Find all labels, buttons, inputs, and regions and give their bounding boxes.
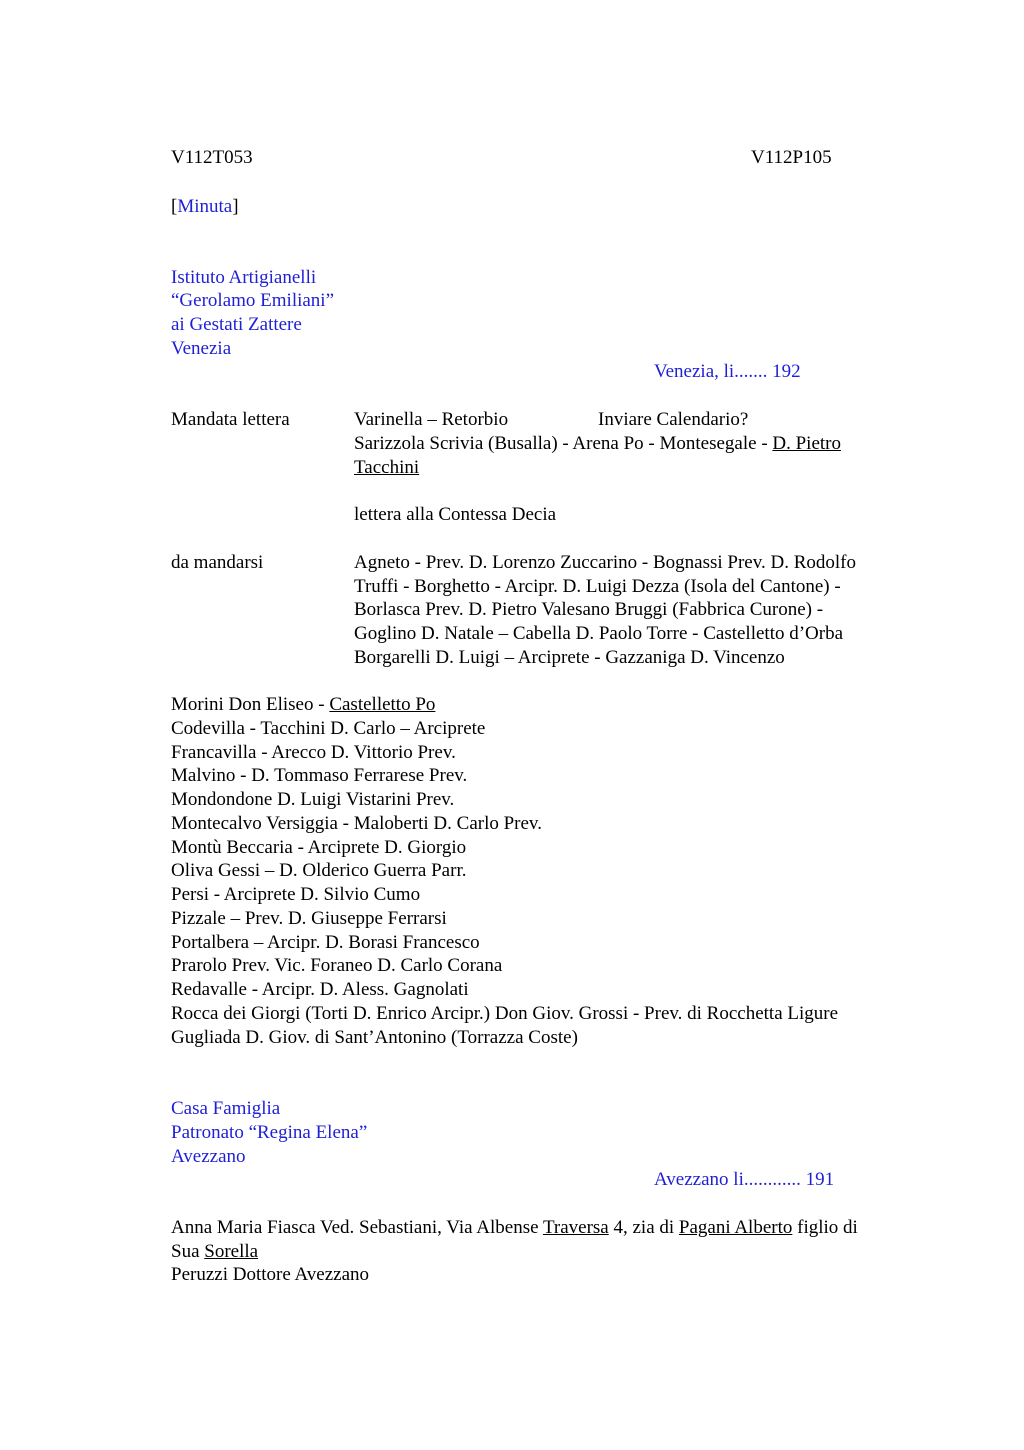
footer-text: figlio di <box>792 1217 858 1238</box>
code-right: V112P105 <box>751 147 832 168</box>
letterhead1-line: “Gerolamo Emiliani” <box>171 290 335 311</box>
footer-text: Sua <box>171 1241 205 1262</box>
footer-underlined: Pagani Alberto <box>678 1217 793 1238</box>
minuta-open-bracket: [ <box>171 196 178 217</box>
mandata-line1b: Inviare Calendario? <box>598 409 749 430</box>
mandata-line2 <box>354 432 841 456</box>
footer-underlined: Sorella <box>204 1241 259 1262</box>
list-item: Prarolo Prev. Vic. Foraneo D. Carlo Corana <box>171 955 503 976</box>
letterhead2-dateline: Avezzano li............ 191 <box>654 1169 835 1190</box>
da-mandarsi-line: Truffi - Borghetto - Arcipr. D. Luigi Dezza (Isola del Cantone) - <box>354 576 841 597</box>
footer-underlined: Traversa <box>542 1217 609 1238</box>
mandata-label: Mandata lettera <box>171 409 290 430</box>
letterhead2-line: Casa Famiglia <box>171 1098 281 1119</box>
list-item: Codevilla - Tacchini D. Carlo – Arciprete <box>171 718 486 739</box>
list-item: Pizzale – Prev. D. Giuseppe Ferrarsi <box>171 908 447 929</box>
mandata-line2-underlined: D. Pietro <box>772 433 841 454</box>
footer-text: 4, zia di <box>608 1217 679 1238</box>
da-mandarsi-line: Goglino D. Natale – Cabella D. Paolo Torre - Castelletto d’Orba <box>354 623 844 644</box>
list-item: Montù Beccaria - Arciprete D. Giorgio <box>171 837 467 858</box>
list-item: Portalbera – Arcipr. D. Borasi Francesco <box>171 932 480 953</box>
footer-text: Anna Maria Fiasca Ved. Sebastiani, Via Albense <box>171 1217 543 1238</box>
list-item-first <box>171 693 435 717</box>
minuta-close-bracket: ] <box>232 196 239 217</box>
da-mandarsi-line: Borlasca Prev. D. Pietro Valesano Bruggi (Fabbrica Curone) - <box>354 599 824 620</box>
list-item: Redavalle - Arcipr. D. Aless. Gagnolati <box>171 979 469 1000</box>
list-item: Rocca dei Giorgi (Torti D. Enrico Arcipr.) Don Giov. Grossi - Prev. di Rocchetta Ligure <box>171 1003 839 1024</box>
mandata-line3: Tacchini <box>354 457 420 478</box>
letterhead1-line: ai Gestati Zattere <box>171 314 302 335</box>
da-mandarsi-label: da mandarsi <box>171 552 264 573</box>
mandata-line2-text: Sarizzola Scrivia (Busalla) - Arena Po - Montesegale - <box>354 433 773 454</box>
minuta-label <box>171 195 239 219</box>
letterhead1-line: Venezia <box>171 338 232 359</box>
letterhead2-line: Patronato “Regina Elena” <box>171 1122 368 1143</box>
list-item: Mondondone D. Luigi Vistarini Prev. <box>171 789 455 810</box>
list-first-underlined: Castelletto Po <box>329 694 436 715</box>
code-left: V112T053 <box>171 147 253 168</box>
letterhead2-line: Avezzano <box>171 1146 246 1167</box>
letterhead1-dateline: Venezia, li....... 192 <box>654 361 801 382</box>
da-mandarsi-line: Agneto - Prev. D. Lorenzo Zuccarino - Bognassi Prev. D. Rodolfo <box>354 552 856 573</box>
footer-note-line1 <box>171 1216 858 1240</box>
list-first-prefix: Morini Don Eliseo - <box>171 694 330 715</box>
minuta-text: Minuta <box>177 196 233 217</box>
list-item: Gugliada D. Giov. di Sant’Antonino (Torrazza Coste) <box>171 1027 578 1048</box>
footer-note-line2 <box>171 1240 258 1264</box>
list-item: Persi - Arciprete D. Silvio Cumo <box>171 884 421 905</box>
letterhead1-line: Istituto Artigianelli <box>171 267 317 288</box>
list-item: Oliva Gessi – D. Olderico Guerra Parr. <box>171 860 467 881</box>
mandata-line1a: Varinella – Retorbio <box>354 409 509 430</box>
list-item: Malvino - D. Tommaso Ferrarese Prev. <box>171 765 468 786</box>
list-item: Francavilla - Arecco D. Vittorio Prev. <box>171 742 456 763</box>
list-item: Montecalvo Versiggia - Maloberti D. Carlo Prev. <box>171 813 542 834</box>
footer-note-line3: Peruzzi Dottore Avezzano <box>171 1264 370 1285</box>
mandata-line4: lettera alla Contessa Decia <box>354 504 557 525</box>
da-mandarsi-line: Borgarelli D. Luigi – Arciprete - Gazzaniga D. Vincenzo <box>354 647 785 668</box>
